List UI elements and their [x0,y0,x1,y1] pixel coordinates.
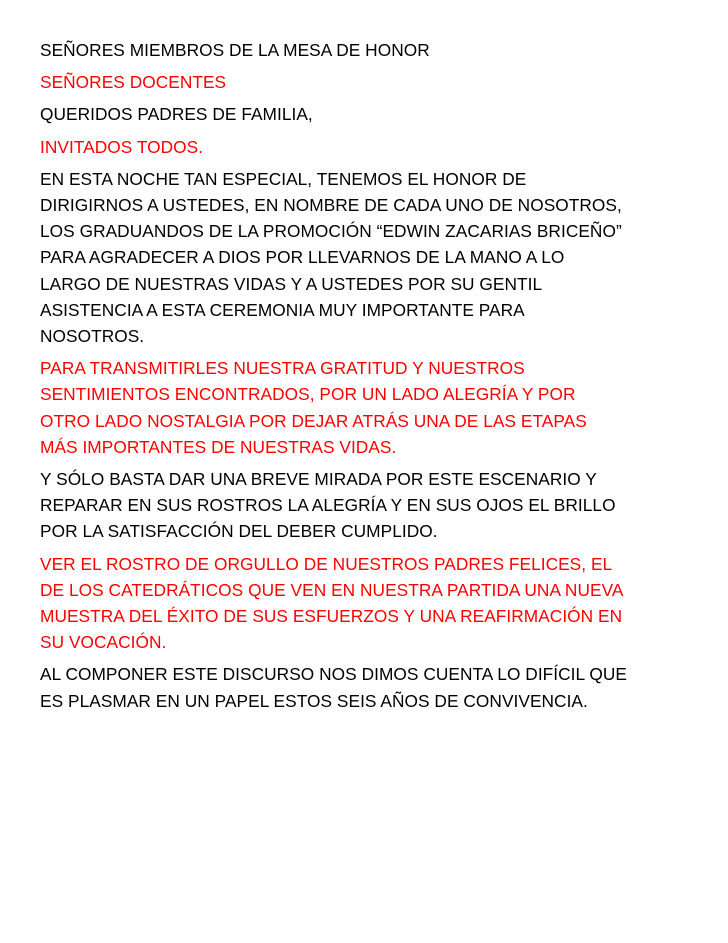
salutation-mesa-de-honor: SEÑORES MIEMBROS DE LA MESA DE HONOR [40,40,430,60]
paragraph-introduction: EN ESTA NOCHE TAN ESPECIAL, TENEMOS EL HONOR DE DIRIGIRNOS A USTEDES, EN NOMBRE DE CADA UNO DE NOSOTROS, LOS GRADUANDOS DE LA PROMOCIÓN “EDWIN ZACARIAS BRICEÑO” PARA AGRADECER A DIOS POR LLEVARNOS DE LA MANO A LO LARGO DE NUESTRAS VIDAS Y A USTEDES POR SU GENTIL ASISTENCIA A ESTA CEREMONIA MUY IMPORTANTE PARA NOSOTROS. [40,168,622,347]
salutation-padres: QUERIDOS PADRES DE FAMILIA, [40,104,313,125]
document-page [40,37,700,720]
paragraph-gratitude: PARA TRANSMITIRLES NUESTRA GRATITUD Y NUESTROS SENTIMIENTOS ENCONTRADOS, POR UN LADO ALEGRÍA Y POR OTRO LADO NOSTALGIA POR DEJAR ATRÁS UNA DE LAS ETAPAS MÁS IMPORTANTES DE NUESTRAS VIDAS. [40,358,587,457]
paragraph-pride: VER EL ROSTRO DE ORGULLO DE NUESTROS PADRES FELICES, EL DE LOS CATEDRÁTICOS QUE VEN EN NUESTRA PARTIDA UNA NUEVA MUESTRA DEL ÉXITO DE SUS ESFUERZOS Y UNA REAFIRMACIÓN EN SU VOCACIÓN. [40,553,624,653]
paragraph-scenario: Y SÓLO BASTA DAR UNA BREVE MIRADA POR ESTE ESCENARIO Y REPARAR EN SUS ROSTROS LA ALEGRÍA Y EN SUS OJOS EL BRILLO POR LA SATISFACCIÓN DEL DEBER CUMPLIDO. [40,469,616,542]
salutation-invitados: INVITADOS TODOS. [40,136,204,157]
paragraph-speech: AL COMPONER ESTE DISCURSO NOS DIMOS CUENTA LO DIFÍCIL QUE ES PLASMAR EN UN PAPEL ESTOS SEIS AÑOS DE CONVIVENCIA. [40,664,627,711]
salutation-docentes: SEÑORES DOCENTES [40,72,227,93]
